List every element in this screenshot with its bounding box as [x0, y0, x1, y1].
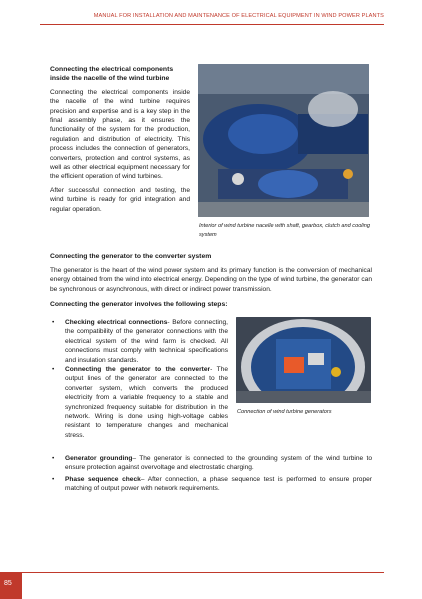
step-text: - Before connecting, the compatibility of the generator connections with the electrical system of the wind farm is checked. All connections must comply with technical specifications and insulation standards.: [65, 319, 228, 364]
bullet-icon: •: [52, 475, 55, 483]
step-title: Checking electrical connections: [65, 319, 168, 326]
step-text: – The generator is connected to the grounding system of the wind turbine to ensure protection against overvoltage and electrostatic charging.: [65, 455, 372, 472]
bullet-icon: •: [52, 319, 55, 326]
step-title: Connecting the generator to the converter: [65, 366, 211, 374]
page-number: 85: [4, 580, 12, 587]
generator-connection-photo: [236, 317, 371, 403]
step-title: Generator grounding: [65, 455, 133, 462]
header-rule: [40, 24, 384, 25]
section-2-title: Connecting the generator to the converter system: [50, 253, 212, 260]
list-item: [50, 365, 228, 440]
list-item: [50, 475, 372, 494]
section-1-paragraph-2: After successful connection and testing, the wind turbine is ready for grid integration and regular operation.: [50, 186, 190, 213]
steps-list-1: [50, 318, 228, 440]
figure-2-caption: Connection of wind turbine generators: [237, 409, 332, 415]
steps-list-2: [50, 454, 372, 496]
step-text: - The output lines of the generator are connected to the converter system, which converts the produced electricity from a variable frequency to a stable and synchronized frequency suitable for distribution in the network. Wiring is done using high-voltage cables resistant to temperature changes and mechanical stress.: [65, 366, 228, 439]
running-header: MANUAL FOR INSTALLATION AND MAINTENANCE OF ELECTRICAL EQUIPMENT IN WIND POWER PLANTS: [93, 13, 384, 19]
section-3-title: Connecting the generator involves the following steps:: [50, 301, 228, 308]
list-item: [50, 454, 372, 473]
section-1-paragraph-1: Connecting the electrical components inside the nacelle of the wind turbine requires precision and expertise and is a key step in the final assembly phase, as it ensures the functionality of the system for the production, regulation and distribution of electricity. This process includes the connection of generators, converters, protection and control systems, as well as other electrical equipment necessary for the efficient operation of wind turbines.: [50, 88, 190, 181]
section-1-title: Connecting the electrical components inside the nacelle of the wind turbine: [50, 66, 174, 83]
bullet-icon: •: [52, 366, 55, 374]
footer-rule: [0, 572, 384, 573]
bullet-icon: •: [52, 455, 55, 462]
nacelle-interior-photo: [198, 64, 369, 217]
step-text: – After connection, a phase sequence test is performed to ensure proper matching of output power with network requirements.: [65, 475, 372, 493]
section-1: [50, 65, 190, 218]
list-item: [50, 318, 228, 365]
section-2-paragraph: The generator is the heart of the wind power system and its primary function is the conversion of mechanical energy obtained from the wind into electrical energy. Depending on the type of wind turbine, the generator can be synchronous or asynchronous, with direct or indirect power transmission.: [50, 267, 372, 293]
figure-1-caption: Interior of wind turbine nacelle with shaft, gearbox, clutch and cooling system: [199, 223, 371, 238]
step-title: Phase sequence check: [65, 475, 141, 483]
